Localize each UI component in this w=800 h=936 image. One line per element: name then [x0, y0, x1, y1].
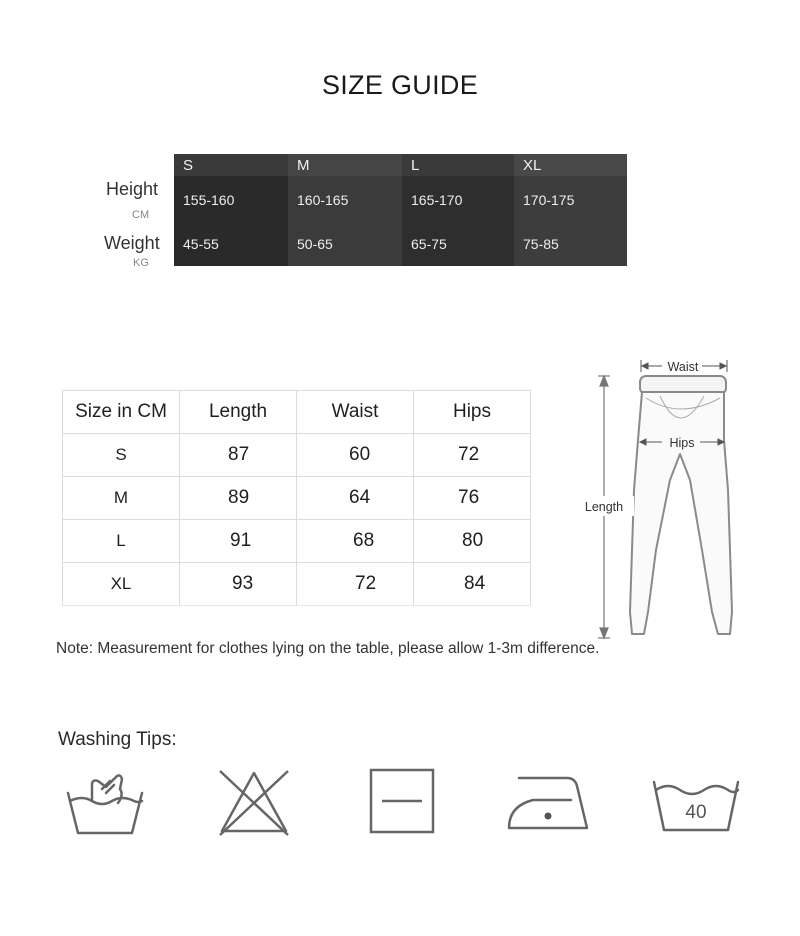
table-row [63, 520, 531, 563]
measurement-table [62, 390, 531, 606]
table-row [63, 434, 531, 477]
table-header-cell: Hips [414, 391, 531, 434]
size-cell: M [63, 477, 180, 520]
dry-flat-icon [368, 767, 436, 835]
size-header: M [288, 154, 402, 176]
size-grid [174, 154, 627, 266]
height-unit: CM [132, 209, 150, 221]
length-cell: 93 [180, 563, 297, 606]
page-title: SIZE GUIDE [321, 70, 479, 100]
length-cell: 91 [180, 520, 297, 563]
table-row [63, 477, 531, 520]
hips-cell: 84 [414, 563, 531, 606]
height-value: 155-160 [183, 192, 235, 208]
do-not-bleach-icon [216, 767, 292, 837]
size-column-m [288, 154, 402, 266]
table-header-row [63, 391, 531, 434]
table-header-cell: Size in CM [63, 391, 180, 434]
hips-cell: 76 [414, 477, 531, 520]
length-label: Length [584, 500, 624, 514]
size-column-l [402, 154, 514, 266]
weight-unit: KG [133, 257, 149, 269]
length-cell: 87 [180, 434, 297, 477]
table-header-cell: Waist [297, 391, 414, 434]
height-value: 160-165 [297, 192, 349, 208]
height-label: Height [106, 179, 159, 199]
weight-value: 45-55 [183, 236, 219, 252]
hips-cell: 80 [414, 520, 531, 563]
hand-wash-icon [62, 765, 148, 839]
table-header-cell: Length [180, 391, 297, 434]
pants-diagram [570, 350, 770, 650]
waist-cell: 64 [297, 477, 414, 520]
wash-40-icon [650, 772, 742, 834]
size-column-s [174, 154, 288, 266]
size-cell: XL [63, 563, 180, 606]
weight-value: 50-65 [297, 236, 333, 252]
size-column-xl [514, 154, 627, 266]
waist-cell: 60 [297, 434, 414, 477]
waist-cell: 68 [297, 520, 414, 563]
measurement-note: Note: Measurement for clothes lying on the table, please allow 1-3m difference. [56, 640, 600, 657]
weight-value: 75-85 [523, 236, 559, 252]
waist-label: Waist [667, 360, 699, 374]
washing-tips-title: Washing Tips: [58, 729, 177, 750]
size-cell: L [63, 520, 180, 563]
size-cell: S [63, 434, 180, 477]
size-header: S [174, 154, 288, 176]
pants-outline [630, 376, 732, 634]
iron-low-heat-icon [505, 772, 593, 834]
table-row [63, 563, 531, 606]
hips-cell: 72 [414, 434, 531, 477]
size-header: XL [514, 154, 627, 176]
hips-label: Hips [669, 436, 695, 450]
height-value: 165-170 [411, 192, 463, 208]
waist-cell: 72 [297, 563, 414, 606]
weight-label: Weight [104, 233, 160, 253]
size-header: L [402, 154, 514, 176]
height-value: 170-175 [523, 192, 575, 208]
weight-value: 65-75 [411, 236, 447, 252]
wash-temperature: 40 [685, 802, 707, 823]
length-cell: 89 [180, 477, 297, 520]
